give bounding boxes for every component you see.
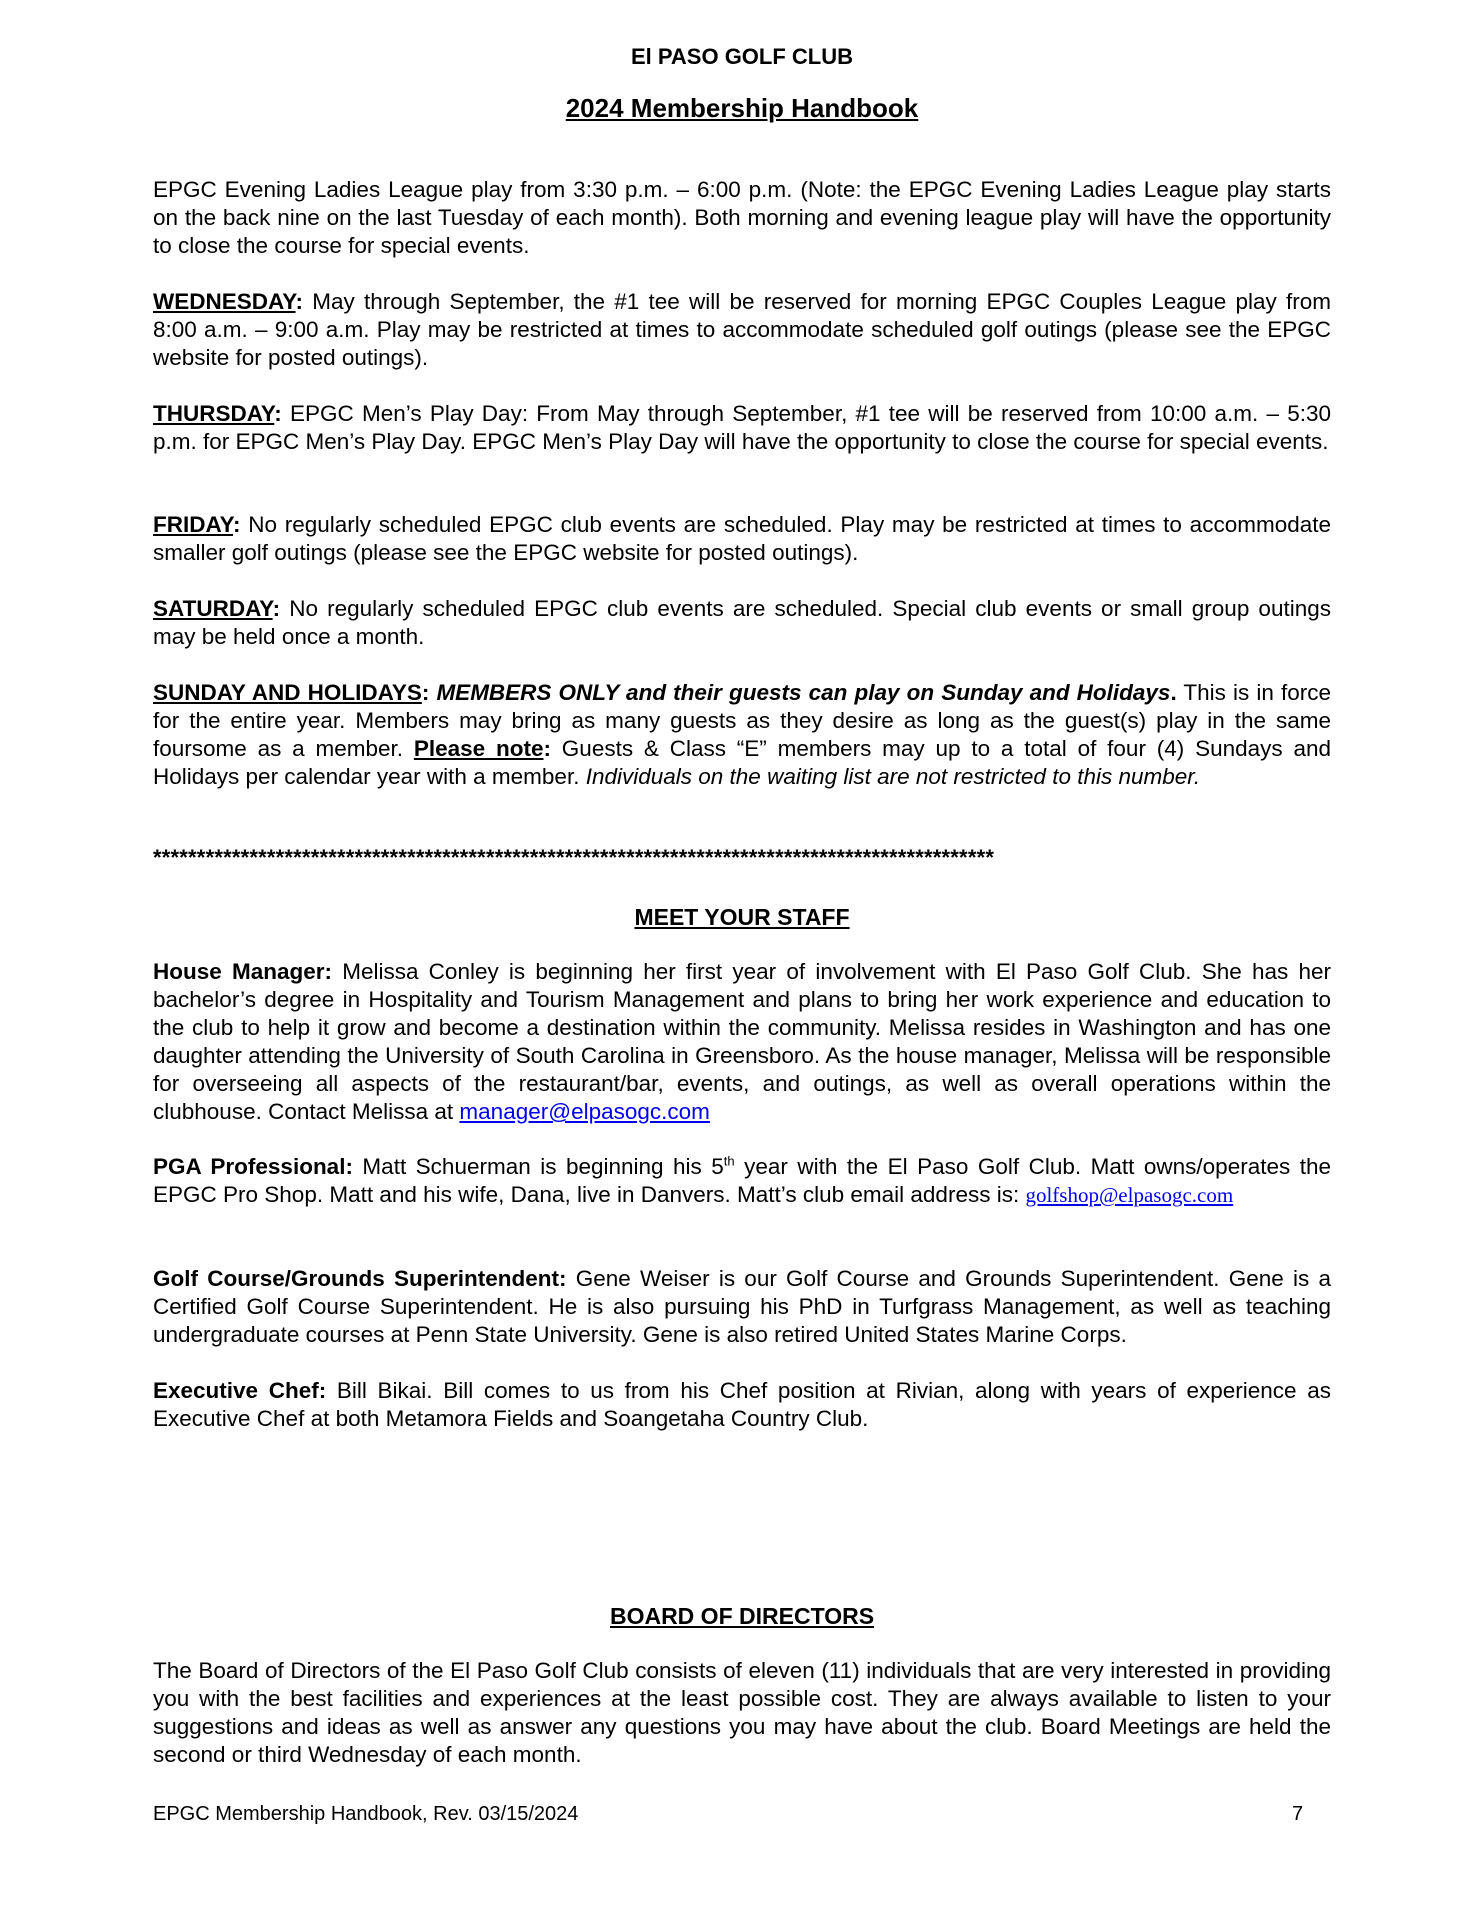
executive-chef-paragraph	[153, 1377, 1331, 1433]
saturday-paragraph: SATURDAY: No regularly scheduled EPGC club events are scheduled. Special club events or small group outings may be held once a month.	[153, 596, 1331, 649]
handbook-title: 2024 Membership Handbook	[565, 93, 919, 123]
sunday-label: SUNDAY AND HOLIDAYS	[153, 680, 422, 705]
sunday-text-b: Guests & Class “E” members may up to a total of four (4) Sundays and Holidays per calendar year with a member.	[153, 736, 1331, 789]
sunday-text-a: This is in force for the entire year. Members may bring as many guests as they desire as long as the guest(s) play in the same foursome as a member.	[153, 680, 1331, 761]
ordinal-suffix: th	[723, 1153, 735, 1169]
golfshop-email-link[interactable]: golfshop@elpasogc.com	[1025, 1183, 1234, 1207]
section-separator: ************************************************************************************************	[153, 845, 995, 870]
superintendent-paragraph	[153, 1265, 1331, 1349]
members-only-emphasis: MEMBERS ONLY and their guests can play on Sunday and Holidays	[436, 680, 1171, 705]
house-manager-paragraph	[153, 958, 1331, 1126]
pga-text-a: Matt Schuerman is beginning his 5	[352, 1154, 724, 1179]
executive-chef-role: Executive Chef:	[153, 1378, 327, 1403]
page-number: 7	[1292, 1803, 1304, 1825]
please-note-label: Please note	[413, 736, 544, 761]
board-paragraph: The Board of Directors of the El Paso Golf Club consists of eleven (11) individuals that are very interested in providing you with the best facilities and experiences at the least possible cost. They are always available to listen to your suggestions and ideas as well as answer any questions you may have about the club. Board Meetings are held the second or third Wednesday of each month.	[153, 1658, 1331, 1767]
friday-paragraph: FRIDAY: No regularly scheduled EPGC club events are scheduled. Play may be restricted at times to accommodate smaller golf outings (please see the EPGC website for posted outings).	[153, 512, 1331, 565]
staff-heading: MEET YOUR STAFF	[634, 904, 850, 930]
sunday-holidays-paragraph: SUNDAY AND HOLIDAYS: MEMBERS ONLY and their guests can play on Sunday and Holidays. This is in force for the entire year. Members may bring as many guests as they desire as long as the guest(s) play in the same foursome as a member. Please note: Guests & Class “E” members may up to a total of four (4) Sundays and Holidays per calendar year with a member. Individuals on the waiting list are not restricted to this number.	[153, 680, 1331, 789]
saturday-label: SATURDAY	[153, 596, 273, 621]
board-heading: BOARD OF DIRECTORS	[609, 1603, 875, 1629]
club-name-heading: El PASO GOLF CLUB	[630, 44, 854, 69]
friday-text: No regularly scheduled EPGC club events are scheduled. Play may be restricted at times to accommodate smaller golf outings (please see the EPGC website for posted outings).	[153, 512, 1331, 565]
wednesday-text: May through September, the #1 tee will be reserved for morning EPGC Couples League play from 8:00 a.m. – 9:00 a.m. Play may be restricted at times to accommodate scheduled golf outings (please see the EPGC website for posted outings).	[153, 289, 1331, 370]
superintendent-text: Gene Weiser is our Golf Course and Grounds Superintendent. Gene is a Certified Golf Course Superintendent. He is also pursuing his PhD in Turfgrass Management, as well as teaching undergraduate courses at Penn State University. Gene is also retired United States Marine Corps.	[153, 1266, 1332, 1347]
manager-email-link[interactable]: manager@elpasogc.com	[459, 1099, 710, 1124]
ladies-league-paragraph: EPGC Evening Ladies League play from 3:30 p.m. – 6:00 p.m. (Note: the EPGC Evening Ladies League play starts on the back nine on the last Tuesday of each month). Both morning and evening league play will have the opportunity to close the course for special events.	[153, 177, 1331, 258]
footer-revision: EPGC Membership Handbook, Rev. 03/15/2024	[153, 1803, 579, 1825]
saturday-text: No regularly scheduled EPGC club events are scheduled. Special club events or small group outings may be held once a month.	[153, 596, 1331, 649]
thursday-text: EPGC Men’s Play Day: From May through September, #1 tee will be reserved from 10:00 a.m. – 5:30 p.m. for EPGC Men’s Play Day. EPGC Men’s Play Day will have the opportunity to close the course for special events.	[153, 401, 1331, 454]
superintendent-role: Golf Course/Grounds Superintendent:	[153, 1266, 567, 1291]
pga-text-b: year with the El Paso Golf Club. Matt owns/operates the EPGC Pro Shop. Matt and his wife, Dana, live in Danvers. Matt’s club email address is:	[153, 1154, 1331, 1207]
house-manager-text: Melissa Conley is beginning her first year of involvement with El Paso Golf Club. She has her bachelor’s degree in Hospitality and Tourism Management and plans to bring her work experience and education to the club to help it grow and become a destination within the community. Melissa resides in Washington and has one daughter attending the University of South Carolina in Greensboro. As the house manager, Melissa will be responsible for overseeing all aspects of the restaurant/bar, events, and outings, as well as overall operations within the clubhouse. Contact Melissa at	[153, 959, 1331, 1124]
executive-chef-text: Bill Bikai. Bill comes to us from his Chef position at Rivian, along with years of experience as Executive Chef at both Metamora Fields and Soangetaha Country Club.	[153, 1378, 1331, 1431]
thursday-paragraph: THURSDAY: EPGC Men’s Play Day: From May through September, #1 tee will be reserved from 10:00 a.m. – 5:30 p.m. for EPGC Men’s Play Day. EPGC Men’s Play Day will have the opportunity to close the course for special events.	[153, 401, 1331, 454]
thursday-label: THURSDAY	[153, 401, 275, 426]
house-manager-role: House Manager:	[153, 959, 332, 984]
pga-professional-paragraph	[153, 1153, 1331, 1209]
waiting-list-note: Individuals on the waiting list are not restricted to this number.	[585, 764, 1201, 789]
friday-label: FRIDAY	[153, 512, 234, 537]
wednesday-paragraph: WEDNESDAY: May through September, the #1 tee will be reserved for morning EPGC Couples League play from 8:00 a.m. – 9:00 a.m. Play may be restricted at times to accommodate scheduled golf outings (please see the EPGC website for posted outings).	[153, 289, 1331, 370]
pga-professional-role: PGA Professional:	[153, 1154, 353, 1179]
wednesday-label: WEDNESDAY	[153, 289, 296, 314]
